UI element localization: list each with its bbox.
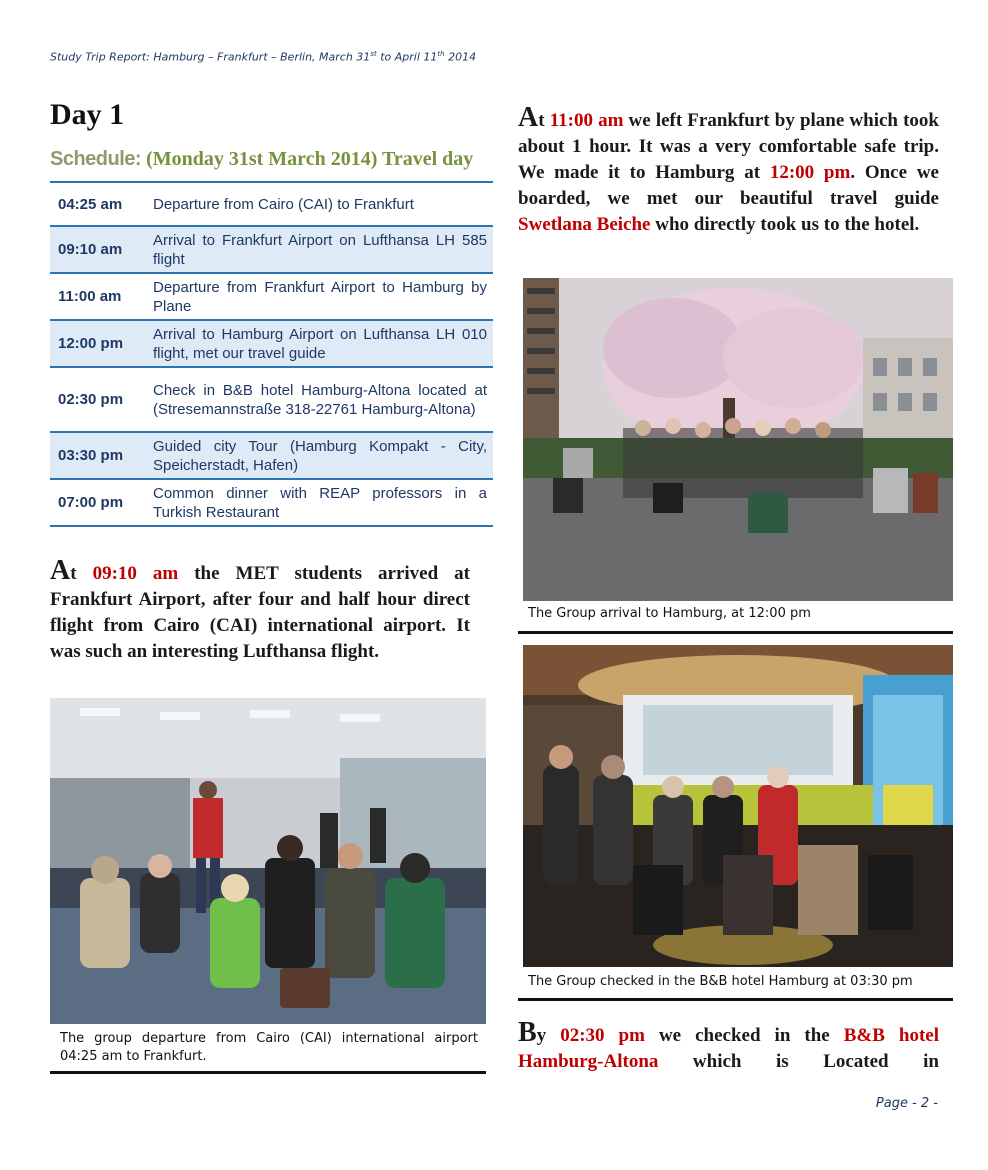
schedule-time: 09:10 am [50,226,147,273]
schedule-desc: Guided city Tour (Hamburg Kompakt - City, Speicherstadt, Hafen) [147,432,493,479]
schedule-time: 11:00 am [50,273,147,320]
schedule-time: 07:00 pm [50,479,147,526]
arrival-paragraph: At 09:10 am the MET students arrived at Frankfurt Airport, after four and half hour direct flight from Cairo (CAI) international airport. It was such an interesting Lufthansa flight. [50,555,471,662]
schedule-row [50,432,493,479]
schedule-time: 03:30 pm [50,432,147,479]
schedule-time: 12:00 pm [50,320,147,367]
schedule-row [50,479,493,526]
schedule-time: 02:30 pm [50,367,147,432]
schedule-row [50,273,493,320]
schedule-row [50,320,493,367]
hamburg-photo-illustration [523,278,953,601]
hotel-photo-caption: The Group checked in the B&B hotel Hamburg at 03:30 pm [528,974,913,989]
schedule-time: 04:25 am [58,195,123,213]
airport-photo-caption: The group departure from Cairo (CAI) international airport 04:25 am to Frankfurt. [60,1031,478,1064]
schedule-row [50,226,493,273]
schedule-desc: Check in B&B hotel Hamburg-Altona located at (Stresemannstraße 318-22761 Hamburg-Altona) [147,367,493,432]
schedule-desc: Departure from Cairo (CAI) to Frankfurt [153,195,414,213]
caption-divider [518,998,953,1001]
schedule-row [50,182,493,226]
schedule-desc: Arrival to Hamburg Airport on Lufthansa LH 010 flight, met our travel guide [147,320,493,367]
schedule-row [50,367,493,432]
flight-paragraph: At 11:00 am we left Frankfurt by plane which took about 1 hour. It was a very comfortable safe trip. We made it to Hamburg at 12:00 pm. Once we boarded, we met our beautiful travel guide Swetlana Beiche who directly took us to the hotel. [518,102,939,235]
airport-group-photo [50,698,486,1024]
schedule-desc: Arrival to Frankfurt Airport on Lufthansa LH 585 flight [147,226,493,273]
running-header: Study Trip Report: Hamburg – Frankfurt – Berlin, March 31st to April 11th 2014 [50,50,477,64]
hotel-photo-illustration [523,645,953,967]
day-title: Day 1 [50,98,125,131]
hotel-lobby-photo [523,645,953,967]
caption-divider [50,1071,486,1074]
schedule-title: Schedule: (Monday 31st March 2014) Travel day [50,148,474,170]
hotel-paragraph: By 02:30 pm we checked in the B&B hotel Hamburg-Altona which is Located in [518,1017,940,1072]
schedule-desc: Departure from Frankfurt Airport to Hamburg by Plane [147,273,493,320]
caption-divider [518,631,953,634]
schedule-desc: Common dinner with REAP professors in a Turkish Restaurant [147,479,493,526]
airport-photo-illustration [50,698,486,1024]
schedule-table [50,181,493,527]
page-number: Page - 2 - [875,1096,938,1111]
hamburg-arrival-photo [523,278,953,601]
hamburg-photo-caption: The Group arrival to Hamburg, at 12:00 pm [528,606,811,621]
